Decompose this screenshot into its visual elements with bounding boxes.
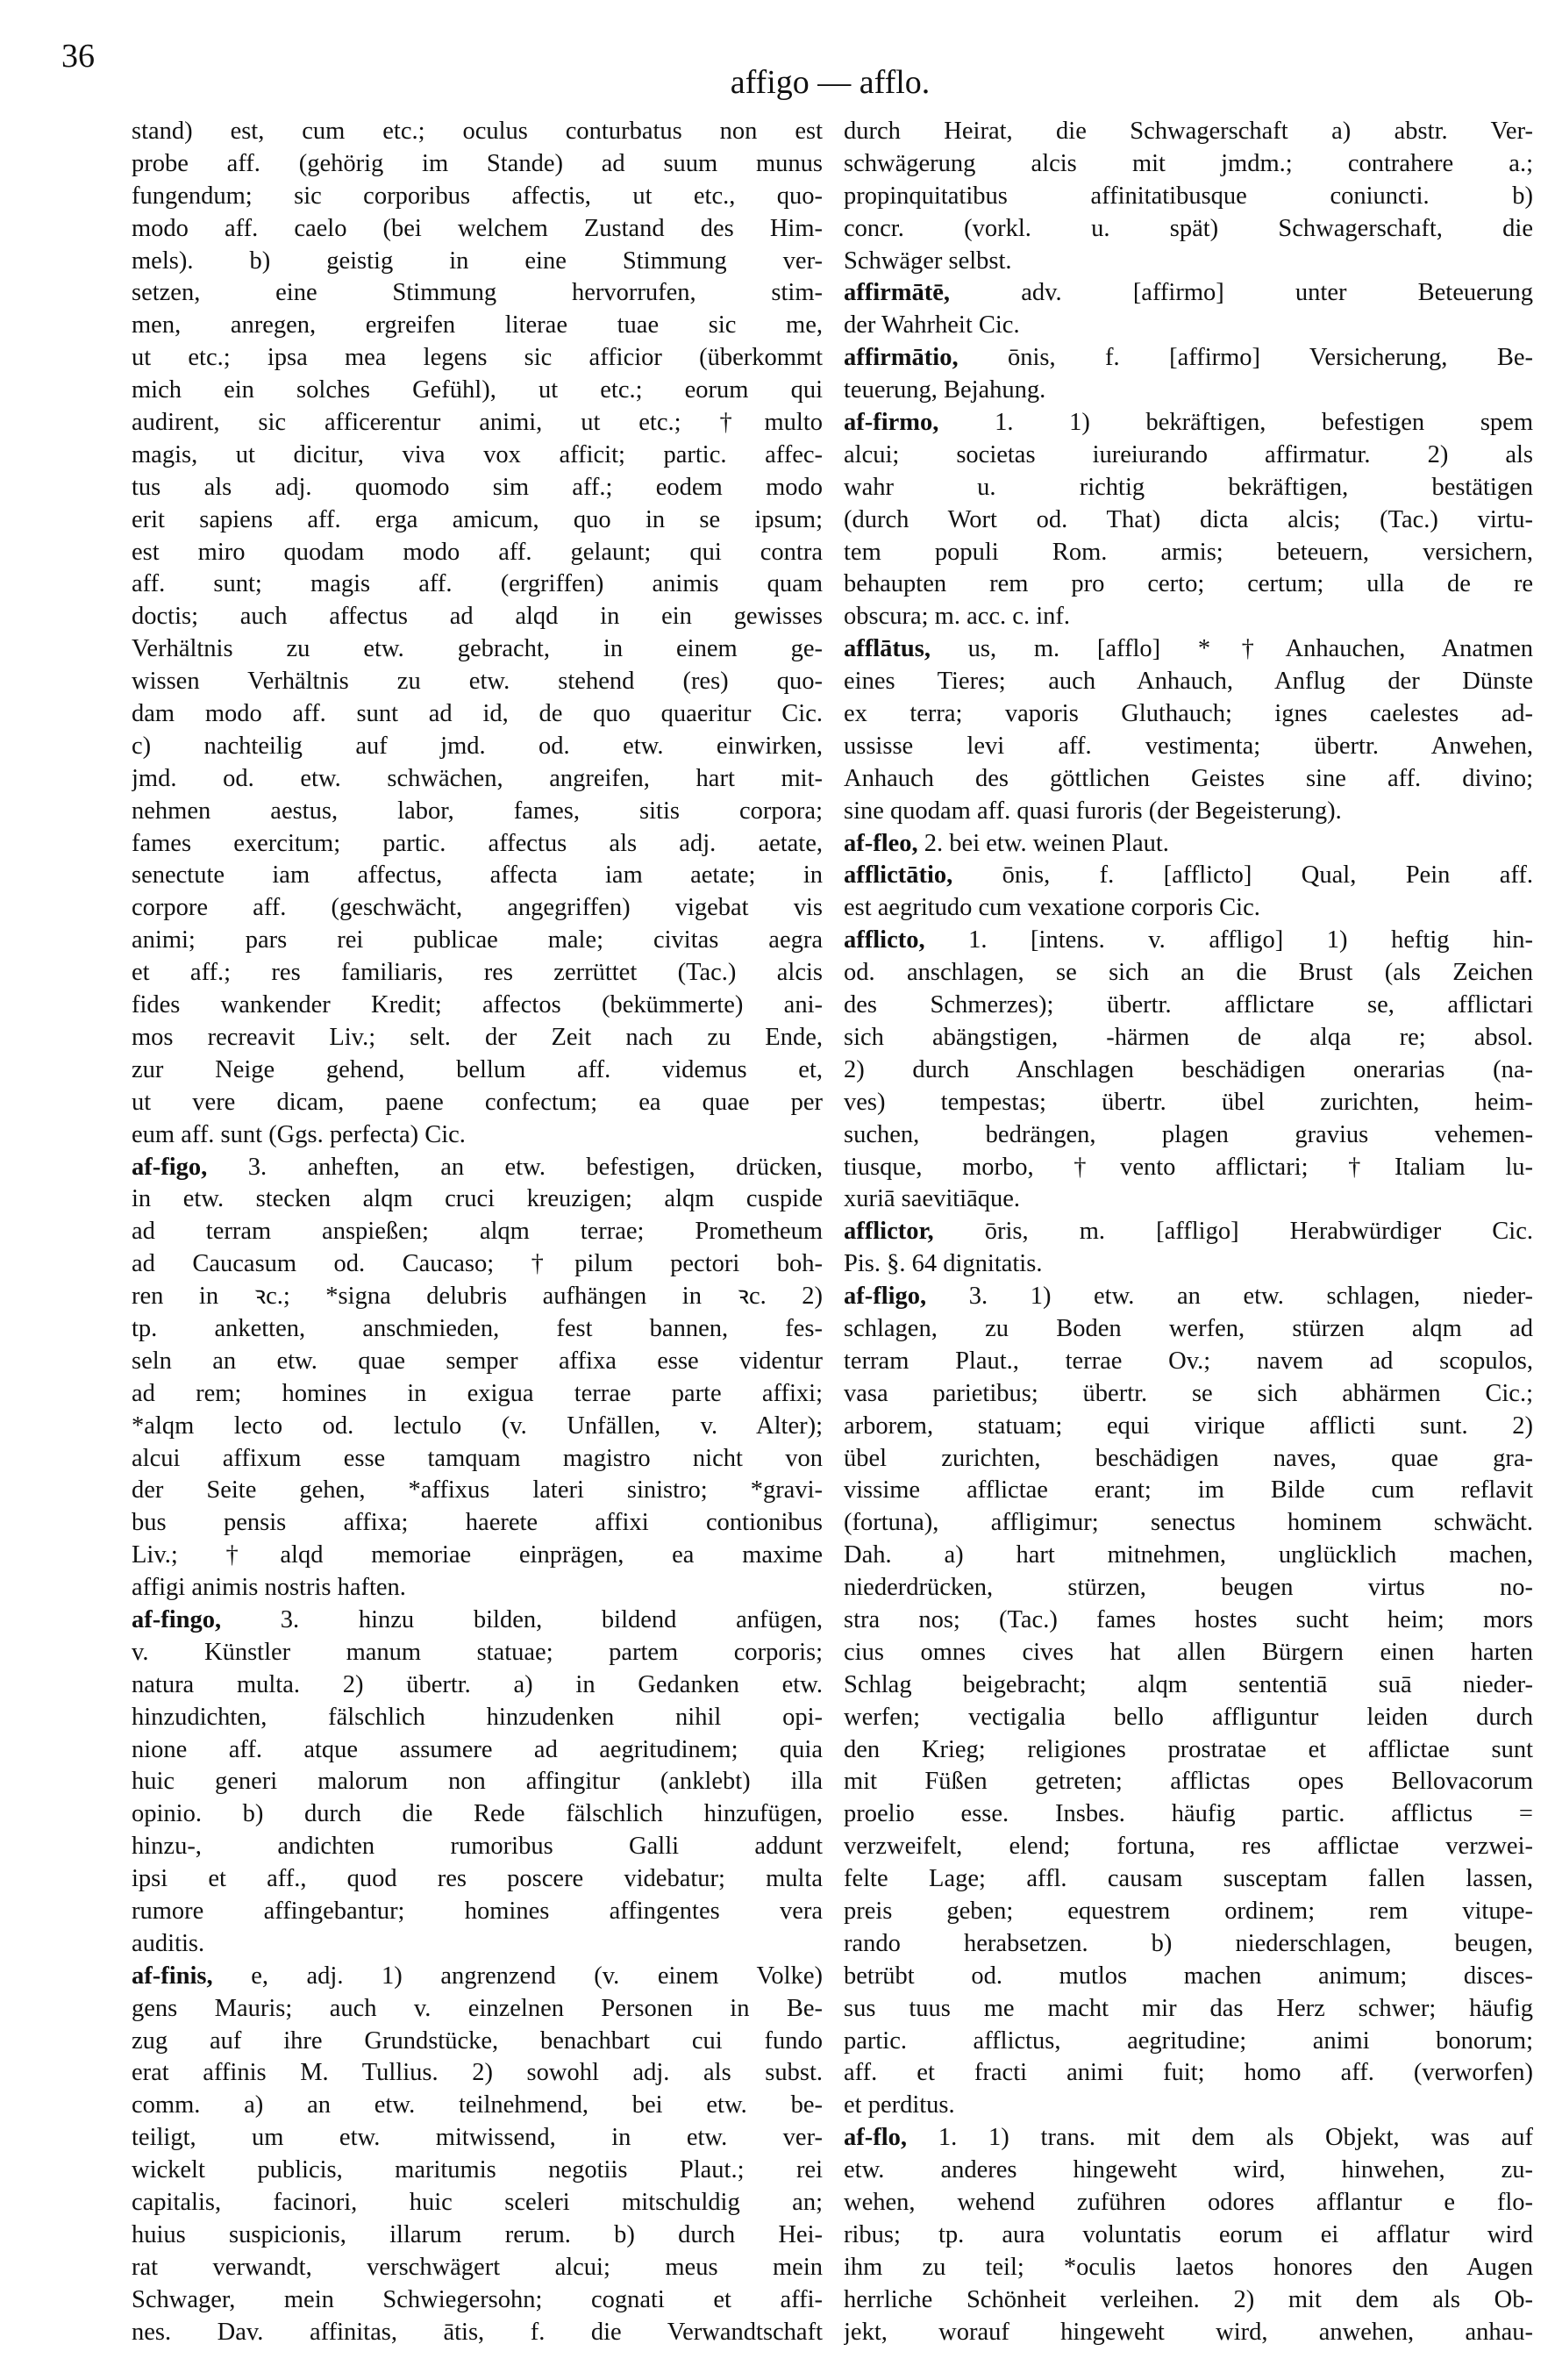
text-line: fungendum; sic corporibus affectis, ut etc., quo- — [132, 182, 823, 210]
text-line: ribus; tp. aura voluntatis eorum ei afflatur wird — [844, 2220, 1533, 2248]
headword: af-fingo, — [132, 1605, 222, 1633]
text-line: stra nos; (Tac.) fames hostes sucht heim; mors — [844, 1605, 1533, 1633]
text-line: et perditus. — [844, 2091, 955, 2119]
text-line: ex terra; vaporis Gluthauch; ignes caelestes ad- — [844, 700, 1533, 728]
text-line: schwägerung alcis mit jmdm.; contrahere a.; — [844, 149, 1533, 177]
headword: afflictor, — [844, 1218, 934, 1246]
text-line: ad rem; homines in exigua terrae parte affixi; — [132, 1379, 823, 1407]
text-line: terram Plaut., terrae Ov.; navem ad scopulos, — [844, 1347, 1533, 1375]
text-line: proelio esse. Insbes. häufig partic. afflictus = — [844, 1800, 1533, 1828]
text-line: partic. afflictus, aegritudine; animi bonorum; — [844, 2026, 1533, 2055]
definition-text: 3. hinzu bilden, bildend anfügen, — [221, 1605, 823, 1633]
text-line: etw. anderes hingeweht wird, hinwehen, zu- — [844, 2156, 1533, 2184]
text-line: capitalis, facinori, huic sceleri mitschuldig an; — [132, 2189, 823, 2216]
text-line: Schlag beigebracht; alqm sententiā suā nieder- — [844, 1670, 1533, 1698]
text-line: cius omnes cives hat allen Bürgern einen harten — [844, 1638, 1533, 1666]
text-line: modo aff. caelo (bei welchem Zustand des Him- — [132, 214, 823, 242]
text-line: Dah. a) hart mitnehmen, unglücklich machen, — [844, 1541, 1533, 1569]
headword: affirmātio, — [844, 344, 959, 372]
definition-text: 2. bei etw. weinen Plaut. — [917, 829, 1169, 857]
text-line: teiligt, um etw. mitwissend, in etw. ver- — [132, 2124, 823, 2152]
text-line: gens Mauris; auch v. einzelnen Personen in Be- — [132, 1994, 823, 2022]
right-column — [844, 116, 1533, 2348]
text-line: sus tuus me macht mir das Herz schwer; häufig — [844, 1994, 1533, 2022]
text-line: ves) tempestas; übertr. übel zurichten, heim- — [844, 1088, 1533, 1116]
text-line: hinzu-, andichten rumoribus Galli addunt — [132, 1833, 823, 1861]
headword: af-flo, — [844, 2124, 908, 2152]
text-line: fames exercitum; partic. affectus als adj. aetate, — [132, 829, 823, 857]
text-line: erit sapiens aff. erga amicum, quo in se ipsum; — [132, 505, 823, 533]
headword: af-figo, — [132, 1153, 208, 1181]
text-line: stand) est, cum etc.; oculus conturbatus non est — [132, 118, 823, 145]
text-line: bus pensis affixa; haerete affixi contionibus — [132, 1509, 823, 1537]
text-line: arborem, statuam; equi virique afflicti sunt. 2) — [844, 1412, 1533, 1440]
text-line: übel zurichten, beschädigen naves, quae gra- — [844, 1444, 1533, 1472]
text-line: des Schmerzes); übertr. afflictare se, afflictari — [844, 991, 1533, 1019]
headword: afflātus, — [844, 635, 931, 663]
page-number: 36 — [61, 38, 95, 75]
text-line: et aff.; res familiaris, res zerrüttet (Tac.) alcis — [132, 959, 823, 987]
text-line: concr. (vorkl. u. spät) Schwagerschaft, die — [844, 214, 1533, 242]
text-line: betrübt od. mutlos machen animum; disces- — [844, 1962, 1533, 1990]
text-line: senectute iam affectus, affecta iam aetate; in — [132, 861, 823, 890]
text-line: zur Neige gehend, bellum aff. videmus et, — [132, 1055, 823, 1083]
text-line: tus als adj. quomodo sim aff.; eodem modo — [132, 473, 823, 501]
entry-first-line — [844, 860, 1533, 892]
text-line: *alqm lecto od. lectulo (v. Unfällen, v. Alter); — [132, 1412, 823, 1440]
text-line: vissime afflictae erant; im Bilde cum reflavit — [844, 1476, 1533, 1504]
headword: af-fleo, — [844, 829, 918, 857]
text-line: huius suspicionis, illarum rerum. b) durch Hei- — [132, 2220, 823, 2248]
entry-first-line — [844, 1281, 1533, 1313]
text-line: mit Füßen getreten; afflictas opes Bellovacorum — [844, 1768, 1533, 1796]
text-line: felte Lage; affl. causam susceptam fallen lassen, — [844, 1865, 1533, 1893]
definition-text: 3. anheften, an etw. befestigen, drücken, — [207, 1153, 823, 1181]
headword: af-fligo, — [844, 1283, 927, 1311]
text-line: propinquitatibus affinitatibusque coniuncti. b) — [844, 182, 1533, 210]
text-line: mels). b) geistig in eine Stimmung ver- — [132, 247, 823, 275]
text-line: nes. Dav. affinitas, ātis, f. die Verwandtschaft — [132, 2318, 823, 2346]
text-line: jmd. od. etw. schwächen, angreifen, hart mit- — [132, 764, 823, 792]
text-line: ut vere dicam, paene confectum; ea quae per — [132, 1088, 823, 1116]
text-line: rando herabsetzen. b) niederschlagen, beugen, — [844, 1929, 1533, 1957]
text-line: (fortuna), affligimur; senectus hominem schwächt. — [844, 1509, 1533, 1537]
text-line: od. anschlagen, se sich an die Brust (als Zeichen — [844, 959, 1533, 987]
text-line: tp. anketten, anschmieden, fest bannen, fes- — [132, 1314, 823, 1342]
text-line: Anhauch des göttlichen Geistes sine aff. divino; — [844, 764, 1533, 792]
text-line: affigi animis nostris haften. — [132, 1574, 406, 1602]
text-line: corpore aff. (geschwächt, angegriffen) vigebat vis — [132, 894, 823, 922]
entry-first-line — [844, 407, 1533, 440]
text-line: mos recreavit Liv.; selt. der Zeit nach zu Ende, — [132, 1023, 823, 1051]
left-column — [132, 116, 823, 2348]
definition-text: ōris, m. [affligo] Herabwürdiger Cic. — [933, 1218, 1533, 1246]
definition-text: 3. 1) etw. an etw. schlagen, nieder- — [926, 1283, 1533, 1311]
text-line: tem populi Rom. armis; beteuern, versichern, — [844, 538, 1533, 566]
text-line: nione aff. atque assumere ad aegritudinem; quia — [132, 1735, 823, 1763]
headword: af-finis, — [132, 1962, 213, 1990]
text-line: Schwager, mein Schwiegersohn; cognati et affi- — [132, 2285, 823, 2313]
running-head: affigo — afflo. — [730, 64, 931, 101]
text-line: vasa parietibus; übertr. se sich abhärmen Cic.; — [844, 1379, 1533, 1407]
entry-first-line — [844, 828, 1533, 861]
entry-first-line — [844, 277, 1533, 310]
text-line: teuerung, Bejahung. — [844, 376, 1046, 404]
text-line: Liv.; †alqd memoriae einprägen, ea maxime — [132, 1541, 823, 1569]
text-line: Schwäger selbst. — [844, 247, 1012, 275]
text-line: doctis; auch affectus ad alqd in ein gewisses — [132, 603, 823, 631]
headword: afflictātio, — [844, 861, 953, 890]
text-line: durch Heirat, die Schwagerschaft a) abstr. Ver- — [844, 118, 1533, 145]
text-line: behaupten rem pro certo; certum; ulla de re — [844, 570, 1533, 598]
text-line: audirent, sic afficerentur animi, ut etc.; †multo — [132, 409, 823, 437]
text-line: hinzudichten, fälschlich hinzudenken nihil opi- — [132, 1703, 823, 1731]
text-line: in etw. stecken alqm cruci kreuzigen; alqm cuspide — [132, 1185, 823, 1213]
text-line: fides wankender Kredit; affectos (bekümmerte) ani- — [132, 991, 823, 1019]
text-line: alcui; societas iureiurando affirmatur. 2) als — [844, 440, 1533, 468]
text-line: sich abängstigen, -härmen de alqa re; absol. — [844, 1023, 1533, 1051]
entry-first-line — [132, 1961, 823, 1993]
definition-text: 1. [intens. v. affligo] 1) heftig hin- — [924, 926, 1533, 954]
text-line: ussisse levi aff. vestimenta; übertr. Anwehen, — [844, 732, 1533, 760]
text-line: wehen, wehend zuführen odores afflantur e flo- — [844, 2189, 1533, 2216]
text-line: tiusque, morbo, †vento afflictari; †Italiam lu- — [844, 1153, 1533, 1181]
text-line: rumore affingebantur; homines affingentes vera — [132, 1897, 823, 1925]
text-line: ipsi et aff., quod res poscere videbatur; multa — [132, 1865, 823, 1893]
text-line: niederdrücken, stürzen, beugen virtus no- — [844, 1574, 1533, 1602]
text-line: (durch Wort od. That) dicta alcis; (Tac.) virtu- — [844, 505, 1533, 533]
text-line: alcui affixum esse tamquam magistro nicht von — [132, 1444, 823, 1472]
text-line: xuriā saevitiāque. — [844, 1185, 1021, 1213]
text-line: rat verwandt, verschwägert alcui; meus mein — [132, 2253, 823, 2281]
text-line: den Krieg; religiones prostratae et afflictae sunt — [844, 1735, 1533, 1763]
text-line: 2) durch Anschlagen beschädigen onerarias (na- — [844, 1055, 1533, 1083]
text-line: der Seite gehen, *affixus lateri sinistro; *gravi- — [132, 1476, 823, 1504]
text-line: eum aff. sunt (Ggs. perfecta) Cic. — [132, 1120, 466, 1148]
definition-text: us, m. [afflo] *†Anhauchen, Anatmen — [930, 635, 1533, 663]
definition-text: ōnis, f. [affirmo] Versicherung, Be- — [958, 344, 1533, 372]
text-line: mich ein solches Gefühl), ut etc.; eorum qui — [132, 376, 823, 404]
text-line: verzweifelt, elend; fortuna, res afflictae verzwei- — [844, 1833, 1533, 1861]
text-line: eines Tieres; auch Anhauch, Anflug der Dünste — [844, 668, 1533, 696]
text-line: ren in ꝛc.; *signa delubris aufhängen in ꝛc. 2) — [132, 1283, 823, 1311]
definition-text: 1. 1) bekräftigen, befestigen spem — [938, 409, 1533, 437]
text-line: werfen; vectigalia bello affliguntur leiden durch — [844, 1703, 1533, 1731]
text-line: Verhältnis zu etw. gebracht, in einem ge- — [132, 635, 823, 663]
text-line: aff. et fracti animi fuit; homo aff. (verworfen) — [844, 2059, 1533, 2087]
entry-first-line — [844, 925, 1533, 957]
entry-first-line — [844, 2122, 1533, 2155]
text-line: v. Künstler manum statuae; partem corporis; — [132, 1638, 823, 1666]
text-line: men, anregen, ergreifen literae tuae sic me, — [132, 311, 823, 339]
text-line: wissen Verhältnis zu etw. stehend (res) quo- — [132, 668, 823, 696]
text-line: wickelt publicis, maritumis negotiis Plaut.; rei — [132, 2156, 823, 2184]
headword: af-firmo, — [844, 409, 939, 437]
text-line: obscura; m. acc. c. inf. — [844, 603, 1070, 631]
text-line: ad terram anspießen; alqm terrae; Prometheum — [132, 1218, 823, 1246]
text-line: zug auf ihre Grundstücke, benachbart cui fundo — [132, 2026, 823, 2055]
text-line: auditis. — [132, 1929, 205, 1957]
text-line: jekt, worauf hingeweht wird, anwehen, anhau- — [844, 2318, 1533, 2346]
text-line: preis geben; equestrem ordinem; rem vitupe- — [844, 1897, 1533, 1925]
entry-first-line — [844, 633, 1533, 666]
definition-text: ōnis, f. [afflicto] Qual, Pein aff. — [952, 861, 1533, 890]
text-line: aff. sunt; magis aff. (ergriffen) animis quam — [132, 570, 823, 598]
text-line: dam modo aff. sunt ad id, de quo quaeritur Cic. — [132, 700, 823, 728]
text-line: herrliche Schönheit verleihen. 2) mit dem als Ob- — [844, 2285, 1533, 2313]
text-line: c) nachteilig auf jmd. od. etw. einwirken, — [132, 732, 823, 760]
text-line: est miro quodam modo aff. gelaunt; qui contra — [132, 538, 823, 566]
text-line: schlagen, zu Boden werfen, stürzen alqm ad — [844, 1314, 1533, 1342]
text-line: huic generi malorum non affingitur (anklebt) illa — [132, 1768, 823, 1796]
text-line: der Wahrheit Cic. — [844, 311, 1020, 339]
text-line: opinio. b) durch die Rede fälschlich hinzufügen, — [132, 1800, 823, 1828]
headword: affirmātē, — [844, 279, 951, 307]
text-line: suchen, bedrängen, plagen gravius vehemen- — [844, 1120, 1533, 1148]
text-line: setzen, eine Stimmung hervorrufen, stim- — [132, 279, 823, 307]
text-line: wahr u. richtig bekräftigen, bestätigen — [844, 473, 1533, 501]
text-line: magis, ut dicitur, viva vox afficit; partic. affec- — [132, 440, 823, 468]
text-line: natura multa. 2) übertr. a) in Gedanken etw. — [132, 1670, 823, 1698]
entry-first-line — [844, 342, 1533, 375]
entry-first-line — [132, 1605, 823, 1637]
definition-text: e, adj. 1) angrenzend (v. einem Volke) — [212, 1962, 823, 1990]
definition-text: adv. [affirmo] unter Beteuerung — [950, 279, 1533, 307]
text-line: probe aff. (gehörig im Stande) ad suum munus — [132, 149, 823, 177]
text-line: comm. a) an etw. teilnehmend, bei etw. be- — [132, 2091, 823, 2119]
headword: afflicto, — [844, 926, 925, 954]
text-line: erat affinis M. Tullius. 2) sowohl adj. als subst. — [132, 2059, 823, 2087]
text-line: nehmen aestus, labor, fames, sitis corpora; — [132, 797, 823, 825]
entry-first-line — [844, 1216, 1533, 1248]
entry-first-line — [132, 1152, 823, 1184]
text-line: ad Caucasum od. Caucaso; †pilum pectori boh- — [132, 1250, 823, 1278]
text-line: seln an etw. quae semper affixa esse videntur — [132, 1347, 823, 1375]
text-line: sine quodam aff. quasi furoris (der Begeisterung). — [844, 797, 1342, 825]
text-line: ut etc.; ipsa mea legens sic afficior (überkommt — [132, 344, 823, 372]
text-line: est aegritudo cum vexatione corporis Cic. — [844, 894, 1260, 922]
text-line: Pis. §. 64 dignitatis. — [844, 1250, 1043, 1278]
definition-text: 1. 1) trans. mit dem als Objekt, was auf — [907, 2124, 1533, 2152]
text-line: animi; pars rei publicae male; civitas aegra — [132, 926, 823, 954]
text-line: ihm zu teil; *oculis laetos honores den Augen — [844, 2253, 1533, 2281]
